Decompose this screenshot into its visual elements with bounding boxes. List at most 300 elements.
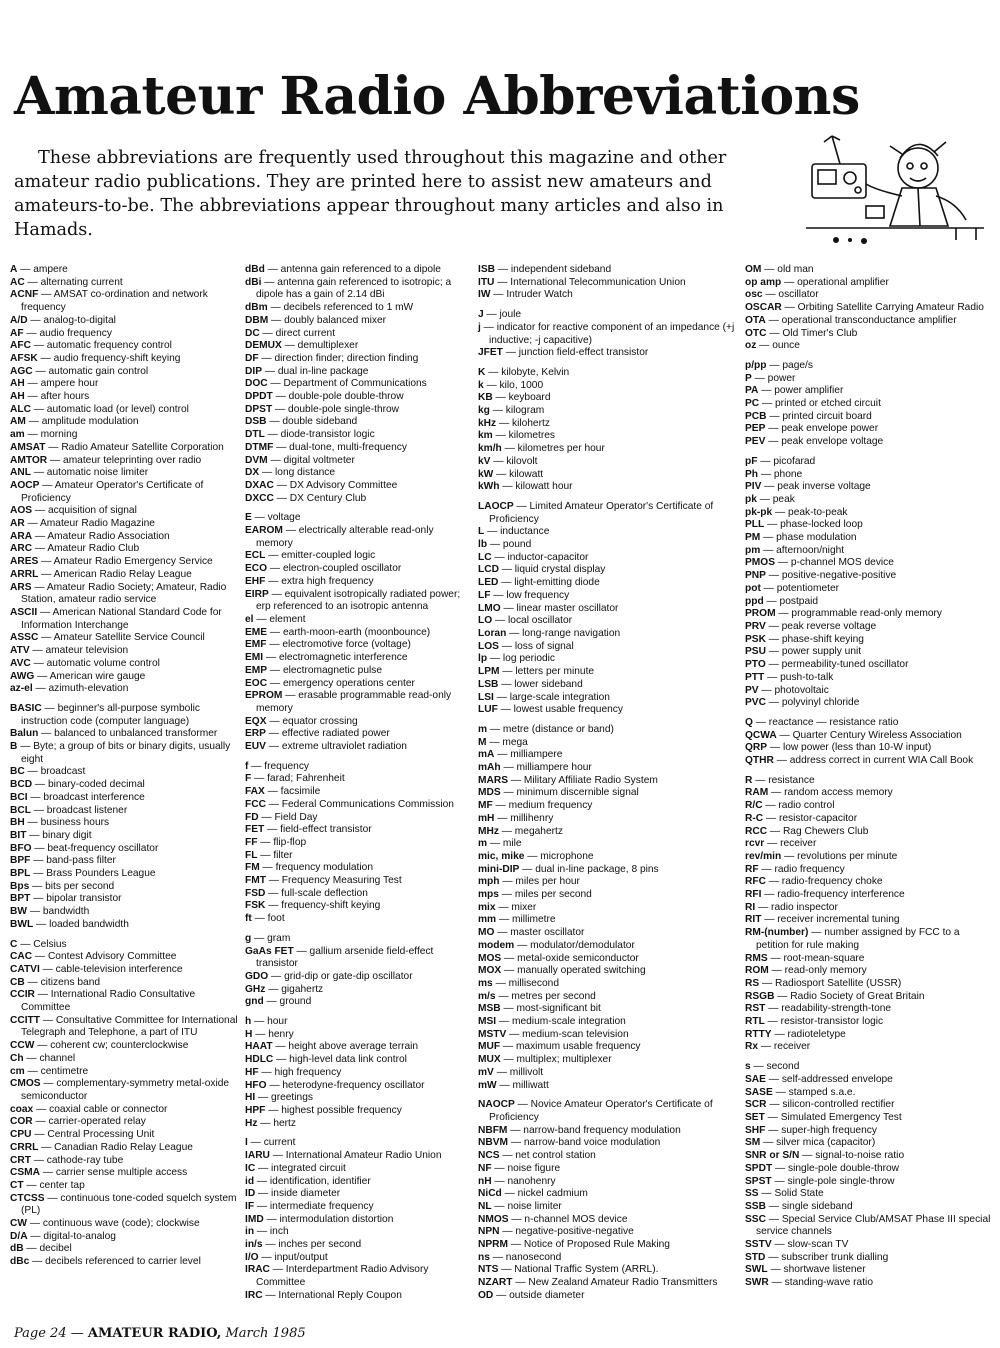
abbreviation-entry: ROM — read-only memory [745,965,867,977]
abbreviation-term: C [10,938,18,950]
abbreviation-term: MUX [478,1054,501,1066]
abbreviation-term: DXAC [245,479,274,491]
abbreviation-entry: R-C — resistor-capacitor [745,812,858,824]
abbreviation-entry: DPDT — double-pole double-throw [245,391,404,403]
abbreviation-term: ARS [10,581,32,593]
abbreviation-term: ARRL [10,568,39,580]
abbreviation-term: IARU [245,1150,270,1162]
abbreviation-term: I/O [245,1251,259,1263]
abbreviation-definition: Byte; a group of bits or binary digits, usually eight [21,741,231,765]
abbreviation-term: f [245,760,249,772]
abbreviation-definition: broadcast interference [43,791,145,803]
abbreviation-entry: SET — Simulated Emergency Test [745,1112,902,1123]
abbreviation-term: A/D [10,314,28,326]
abbreviation-term: MSI [478,1016,497,1028]
abbreviation-entry: NBVM — narrow-band voice modulation [478,1137,661,1149]
abbreviation-entry: FF — flip-flop [245,836,307,848]
abbreviation-entry: MOS — metal-oxide semiconductor [478,952,639,964]
abbreviation-entry: OTC — Old Timer's Club [745,327,858,339]
abbreviation-entry: AFSK — audio frequency-shift keying [10,352,181,364]
abbreviation-entry: kg — kilogram [478,405,545,417]
abbreviation-term: k [478,379,484,391]
abbreviation-entry: LC — inductor-capacitor [478,551,589,563]
abbreviation-definition: number assigned by FCC to a petition for rule making [756,927,960,951]
abbreviation-entry: ARC — Amateur Radio Club [10,543,140,555]
abbreviation-definition: kilowatt [509,468,544,480]
abbreviation-definition: hour [267,1016,288,1028]
abbreviation-entry: DXCC — DX Century Club [245,492,367,504]
abbreviation-definition: complementary-symmetry metal-oxide semiconductor [21,1078,230,1102]
abbreviation-definition: doubly balanced mixer [284,314,386,326]
abbreviation-term: NTS [478,1264,499,1276]
abbreviation-entry: FD — Field Day [245,811,318,823]
abbreviation-entry: LED — light-emitting diode [478,577,600,589]
abbreviation-definition: megahertz [514,825,563,837]
abbreviation-term: dBm [245,302,268,314]
abbreviation-entry: DC — direct current [245,327,336,339]
abbreviation-entry: dB — decibel [10,1243,72,1255]
abbreviation-definition: millimetre [511,914,556,926]
abbreviation-term: OM [745,264,762,275]
abbreviation-term: LF [478,589,491,601]
abbreviation-definition: business hours [40,817,110,829]
abbreviation-term: Ph [745,468,759,480]
abbreviation-entry: SWL — shortwave listener [745,1264,866,1276]
abbreviation-definition: bandwidth [42,906,90,918]
abbreviation-term: K [478,366,486,378]
abbreviation-definition: nanohenry [507,1175,556,1187]
abbreviation-definition: net control station [515,1150,596,1162]
abbreviation-entry: FSD — full-scale deflection [245,887,368,899]
abbreviation-term: PC [745,398,760,410]
abbreviation-term: CB [10,976,25,988]
abbreviation-entry: CTCSS — continuous tone-coded squelch system (PL) [10,1192,237,1217]
abbreviation-definition: resistance [768,774,815,786]
abbreviation-definition: millihenry [510,812,554,824]
abbreviation-term: HDLC [245,1054,274,1066]
abbreviation-entry: ECO — electron-coupled oscillator [245,563,402,575]
abbreviation-definition: current [263,1137,296,1149]
abbreviation-definition: beginner's all-purpose symbolic instruction code (computer language) [21,702,200,727]
abbreviation-entry: PSK — phase-shift keying [745,633,864,645]
page-title: Amateur Radio Abbreviations [14,66,860,127]
abbreviation-entry: NTS — National Traffic System (ARRL). [478,1264,659,1276]
abbreviation-term: PRV [745,620,766,632]
abbreviation-definition: Quarter Century Wireless Association [792,729,962,741]
abbreviation-entry: IRC — International Reply Coupon [245,1289,402,1301]
abbreviation-definition: Celsius [33,938,67,950]
abbreviation-entry: KB — keyboard [478,392,551,404]
letter-group-spacer [245,1130,473,1137]
abbreviation-entry: JFET — junction field-effect transistor [478,347,649,359]
abbreviation-definition: old man [777,264,814,275]
abbreviation-definition: Old Timer's Club [782,327,858,339]
abbreviation-term: kg [478,405,490,417]
abbreviation-definition: Consultative Committee for International Telegraph and Telephone, a part of ITU [21,1014,238,1039]
abbreviation-term: DC [245,327,260,339]
abbreviation-entry: COR — carrier-operated relay [10,1116,146,1128]
abbreviation-definition: after hours [40,391,90,403]
abbreviation-term: ASCII [10,606,38,618]
abbreviation-definition: miles per second [514,889,592,901]
abbreviation-term: BC [10,766,25,778]
abbreviation-term: FET [245,824,265,836]
abbreviation-term: NAOCP [478,1099,515,1111]
abbreviation-entry: DSB — double sideband [245,416,358,428]
abbreviation-term: PTT [745,671,765,683]
abbreviation-entry: IC — integrated circuit [245,1162,346,1174]
abbreviation-term: IRC [245,1289,263,1301]
abbreviation-entry: f — frequency [245,760,310,772]
abbreviation-entry: MUX — multiplex; multiplexer [478,1054,612,1066]
abbreviation-entry: coax — coaxial cable or connector [10,1103,168,1115]
abbreviation-term: J [478,309,484,321]
abbreviation-entry: PSU — power supply unit [745,646,862,658]
abbreviation-definition: nickel cadmium [517,1188,588,1200]
abbreviation-term: SCR [745,1099,767,1111]
abbreviation-entry: BIT — binary digit [10,829,92,841]
abbreviation-term: m/s [478,990,496,1002]
abbreviation-definition: New Zealand Amateur Radio Transmitters [528,1277,718,1289]
abbreviation-definition: radio-frequency choke [781,876,883,888]
abbreviation-term: LOS [478,640,499,652]
abbreviation-entry: g — gram [245,932,291,944]
abbreviation-entry: RS — Radiosport Satellite (USSR) [745,977,902,989]
abbreviation-definition: narrow-band frequency modulation [523,1124,681,1136]
abbreviation-term: PNP [745,570,766,582]
abbreviation-term: RSGB [745,990,775,1002]
abbreviation-definition: Military Affiliate Radio System [523,774,658,786]
abbreviation-definition: American Radio Relay League [53,568,192,580]
abbreviation-term: RS [745,977,760,989]
abbreviation-entry: modem — modulator/demodulator [478,939,635,951]
abbreviation-term: I [245,1137,248,1149]
abbreviation-term: DSB [245,416,267,428]
abbreviation-term: s [745,1061,751,1073]
abbreviation-definition: Amateur Radio Emergency Service [53,556,213,568]
abbreviation-entry: HDLC — high-level data link control [245,1054,407,1066]
abbreviation-entry: EQX — equator crossing [245,715,358,727]
abbreviation-entry: P — power [745,372,796,384]
abbreviation-entry: SASE — stamped s.a.e. [745,1086,856,1098]
abbreviation-term: CATVI [10,963,40,975]
abbreviation-entry: LUF — lowest usable frequency [478,704,623,716]
abbreviation-entry: OSCAR — Orbiting Satellite Carrying Amateur Radio [745,302,984,314]
abbreviation-entry: mm — millimetre [478,914,556,926]
abbreviation-definition: receiver [773,1041,811,1053]
abbreviation-term: AOCP [10,479,40,491]
abbreviation-definition: dual-tone, multi-frequency [289,441,407,453]
abbreviation-entry: mini-DIP — dual in-line package, 8 pins [478,863,659,875]
abbreviation-term: BPT [10,893,31,905]
abbreviation-term: SM [745,1137,761,1149]
abbreviation-definition: grid-dip or gate-dip oscillator [284,970,413,982]
abbreviation-term: MO [478,927,495,939]
abbreviation-entry: BC — broadcast [10,766,86,778]
abbreviation-entry: NMOS — n-channel MOS device [478,1213,628,1225]
abbreviation-definition: self-addressed envelope [781,1073,893,1085]
abbreviation-definition: printed or etched circuit [775,398,881,410]
abbreviation-definition: radio control [778,800,835,812]
abbreviation-definition: automatic load (or level) control [46,403,189,415]
letter-group-spacer [478,717,742,724]
abbreviation-definition: permeability-tuned oscillator [781,659,909,671]
abbreviation-entry: QCWA — Quarter Century Wireless Association [745,729,962,741]
abbreviation-definition: decibel [39,1243,72,1255]
abbreviation-entry: km — kilometres [478,430,556,442]
abbreviation-definition: effective radiated power [281,728,390,740]
abbreviation-term: Loran [478,627,507,639]
abbreviation-definition: push-to-talk [780,671,834,683]
abbreviation-entry: BASIC — beginner's all-purpose symbolic instruction code (computer language) [10,702,200,727]
abbreviation-entry: LMO — linear master oscillator [478,602,619,614]
abbreviation-entry: BPF — band-pass filter [10,855,116,867]
abbreviation-definition: automatic noise limiter [46,467,149,479]
abbreviation-term: mix [478,901,496,913]
abbreviation-entry: QRP — low power (less than 10-W input) [745,742,932,754]
abbreviation-entry: BCI — broadcast interference [10,791,145,803]
abbreviation-definition: Field Day [274,811,318,823]
abbreviation-term: SS [745,1188,759,1200]
abbreviation-definition: mega [502,736,528,748]
abbreviation-entry: DIP — dual in-line package [245,365,369,377]
abbreviation-entry: Ph — phone [745,468,803,480]
abbreviation-definition: International Amateur Radio Union [285,1150,442,1162]
abbreviation-term: m [478,838,488,850]
abbreviation-entry: BPL — Brass Pounders League [10,868,156,880]
abbreviation-definition: carrier-operated relay [48,1116,146,1128]
abbreviation-entry: BW — bandwidth [10,906,90,918]
abbreviation-term: BWL [10,918,34,930]
abbreviation-term: PEV [745,436,766,448]
abbreviation-definition: filter [273,849,293,861]
abbreviation-entry: LPM — letters per minute [478,666,595,678]
abbreviation-definition: miles per hour [515,876,580,888]
abbreviation-term: BIT [10,829,27,841]
abbreviation-definition: p-channel MOS device [790,557,894,569]
abbreviation-entry: m — mile [478,838,522,850]
abbreviation-entry: Ch — channel [10,1052,76,1064]
abbreviation-entry: RTL — resistor-transistor logic [745,1016,884,1028]
abbreviation-entry: CCIR — International Radio Consultative Committee [10,989,196,1014]
abbreviation-term: AC [10,276,25,288]
abbreviation-term: CCIR [10,989,35,1001]
abbreviation-term: ATV [10,645,30,657]
abbreviation-entry: mic, mike — microphone [478,850,594,862]
abbreviation-entry: RFC — radio-frequency choke [745,876,883,888]
abbreviation-term: RTL [745,1016,765,1028]
abbreviation-term: R [745,774,753,786]
abbreviation-term: ppd [745,595,764,607]
abbreviation-term: RFI [745,889,762,901]
abbreviation-entry: EIRP — equivalent isotropically radiated power; erp referenced to an isotropic antenna [245,588,461,613]
abbreviation-entry: EUV — extreme ultraviolet radiation [245,741,407,753]
abbreviation-term: RCC [745,825,768,837]
abbreviation-entry: AH — after hours [10,391,90,403]
abbreviation-term: EPROM [245,690,283,702]
abbreviation-entry: kHz — kilohertz [478,417,550,429]
abbreviation-definition: loss of signal [514,640,574,652]
letter-group-spacer [10,696,242,703]
abbreviation-definition: ounce [772,340,800,352]
abbreviation-entry: Balun — balanced to unbalanced transformer [10,728,218,740]
abbreviation-entry: SM — silver mica (capacitor) [745,1137,876,1149]
abbreviation-term: SHF [745,1124,766,1136]
abbreviation-term: RM-(number) [745,927,809,939]
abbreviation-entry: HFO — heterodyne-frequency oscillator [245,1079,425,1091]
abbreviation-definition: keyboard [508,392,551,404]
letter-group-spacer [745,710,995,717]
abbreviation-definition: electrically alterable read-only memory [256,525,434,549]
abbreviation-definition: minimum discernible signal [516,787,639,799]
abbreviation-term: DXCC [245,492,274,504]
abbreviation-definition: frequency modulation [275,862,373,874]
abbreviation-term: SAE [745,1073,766,1085]
abbreviation-definition: Canadian Radio Relay League [54,1141,193,1153]
abbreviation-term: EME [245,626,268,638]
abbreviation-column-2 [245,264,473,1303]
abbreviation-definition: peak-to-peak [788,506,848,518]
abbreviation-term: SSB [745,1200,766,1212]
abbreviation-term: KB [478,392,493,404]
abbreviation-term: lp [478,653,488,665]
abbreviation-term: LSI [478,691,494,703]
abbreviation-definition: Amateur Operator's Certificate of Proficiency [21,479,204,504]
abbreviation-term: SSTV [745,1239,772,1251]
abbreviation-definition: Special Service Club/AMSAT Phase III special service channels [756,1213,991,1238]
abbreviation-definition: large-scale integration [509,691,610,703]
abbreviation-term: GDO [245,970,269,982]
abbreviation-definition: noise figure [507,1162,561,1174]
abbreviation-definition: kilowatt hour [515,481,573,493]
letter-group-spacer [245,1009,473,1016]
letter-group-spacer [245,926,473,933]
abbreviation-term: mic, mike [478,850,525,862]
abbreviation-term: m [478,723,488,735]
abbreviation-term: EUV [245,741,266,753]
abbreviation-entry: HI — greetings [245,1092,313,1104]
abbreviation-definition: read-only memory [784,965,867,977]
abbreviation-entry: dBi — antenna gain referenced to isotropic; a dipole has a gain of 2.14 dBi [245,276,452,301]
abbreviation-entry: RMS — root-mean-square [745,952,865,964]
abbreviation-entry: J — joule [478,309,522,321]
abbreviation-definition: antenna gain referenced to a dipole [280,264,441,275]
abbreviation-entry: osc — oscillator [745,289,819,301]
abbreviation-entry: A/D — analog-to-digital [10,314,116,326]
abbreviation-term: LAOCP [478,500,514,512]
abbreviation-term: g [245,932,252,944]
abbreviation-term: op amp [745,276,782,288]
abbreviation-definition: kilobyte, Kelvin [501,366,570,378]
abbreviation-entry: lb — pound [478,539,532,551]
abbreviation-entry: pk — peak [745,493,795,505]
abbreviation-entry: DBM — doubly balanced mixer [245,314,386,326]
abbreviation-definition: centimetre [40,1065,89,1077]
abbreviation-term: CCITT [10,1014,40,1026]
abbreviation-definition: metres per second [511,990,596,1002]
abbreviation-definition: peak reverse voltage [781,620,877,632]
abbreviation-term: ns [478,1251,490,1263]
abbreviation-term: CMOS [10,1078,41,1090]
abbreviation-term: NMOS [478,1213,509,1225]
abbreviation-term: RST [745,1003,766,1015]
abbreviation-definition: afternoon/night [776,544,845,556]
abbreviation-term: ISB [478,264,495,275]
abbreviation-term: CPU [10,1129,32,1141]
abbreviation-term: gnd [245,996,264,1008]
abbreviation-entry: SAE — self-addressed envelope [745,1073,893,1085]
abbreviation-definition: Amateur Radio Magazine [40,518,155,530]
abbreviation-definition: high frequency [274,1066,342,1078]
abbreviation-term: BW [10,906,27,918]
abbreviation-entry: Rx — receiver [745,1041,811,1053]
abbreviation-definition: receiver [780,838,817,850]
abbreviation-definition: operational transconductance amplifier [781,314,957,326]
abbreviation-entry: DF — direction finder; direction finding [245,352,419,364]
abbreviation-term: F [245,773,252,785]
abbreviation-term: DIP [245,365,262,377]
abbreviation-definition: element [269,613,306,625]
abbreviation-entry: cm — centimetre [10,1065,89,1077]
abbreviation-definition: antenna gain referenced to isotropic; a dipole has a gain of 2.14 dBi [256,276,452,301]
abbreviation-definition: erasable programmable read-only memory [256,690,452,714]
abbreviation-entry: Hz — hertz [245,1117,296,1129]
abbreviation-definition: Radio Society of Great Britain [790,990,925,1002]
abbreviation-definition: digital-to-analog [43,1230,116,1242]
abbreviation-term: MSB [478,1003,501,1015]
abbreviation-definition: gram [267,932,291,944]
abbreviation-entry: RSGB — Radio Society of Great Britain [745,990,925,1002]
abbreviation-term: Q [745,716,753,728]
abbreviation-entry: CCITT — Consultative Committee for International Telegraph and Telephone, a part of ITU [10,1014,238,1039]
abbreviation-definition: Solid State [774,1188,824,1200]
abbreviation-definition: shortwave listener [783,1264,866,1276]
abbreviation-entry: ANL — automatic noise limiter [10,467,149,479]
abbreviation-term: P [745,372,752,384]
abbreviation-definition: hertz [273,1117,296,1129]
abbreviation-definition: dual in-line package, 8 pins [535,863,659,875]
abbreviation-definition: emergency operations center [282,677,415,689]
abbreviation-term: in/s [245,1239,263,1251]
abbreviation-definition: audio frequency-shift keying [53,352,181,364]
abbreviation-term: kWh [478,481,500,493]
abbreviation-term: A [10,264,18,275]
abbreviation-definition: local oscillator [508,615,572,627]
abbreviation-entry: SSTV — slow-scan TV [745,1239,849,1251]
abbreviation-entry: RIT — receiver incremental tuning [745,914,900,926]
abbreviation-definition: liquid crystal display [514,564,606,576]
abbreviation-entry: pm — afternoon/night [745,544,845,556]
abbreviation-definition: AMSAT co-ordination and network frequency [21,289,208,314]
abbreviation-entry: R/C — radio control [745,800,835,812]
abbreviation-definition: noise limiter [507,1200,562,1212]
abbreviation-definition: mixer [511,901,537,913]
abbreviation-term: DPDT [245,391,273,403]
abbreviation-entry: AOCP — Amateur Operator's Certificate of Proficiency [10,479,204,504]
abbreviation-definition: Radio Amateur Satellite Corporation [61,441,224,453]
abbreviation-entry: MSB — most-significant bit [478,1003,601,1015]
abbreviation-entry: ERP — effective radiated power [245,728,390,740]
abbreviation-term: HF [245,1066,259,1078]
abbreviation-term: COR [10,1116,33,1128]
letter-group-spacer [10,932,242,939]
abbreviation-definition: revolutions per minute [797,850,898,862]
abbreviation-definition: narrow-band voice modulation [523,1137,661,1149]
abbreviation-term: MOS [478,952,502,964]
abbreviation-term: PSK [745,633,766,645]
abbreviation-definition: beat-frequency oscillator [47,842,159,854]
abbreviation-term: ROM [745,965,769,977]
